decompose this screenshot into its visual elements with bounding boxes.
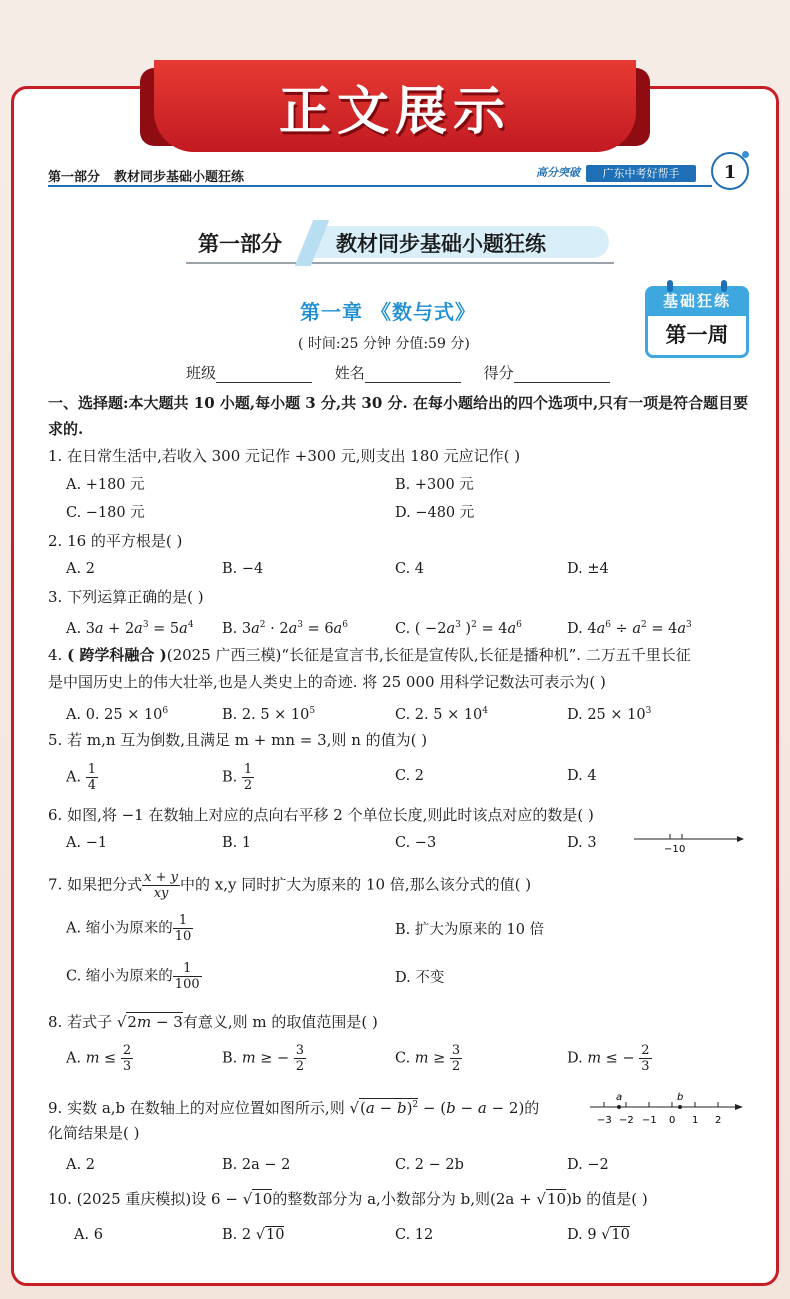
q3-option-c[interactable]: C. ( $-2a^3$ )$^2 = 4a^6$: [395, 620, 522, 637]
question-10: 10. (2025 重庆模拟)设 6 − √10的整数部分为 a,小数部分为 b,则(2a + √10)b 的值是( ): [48, 1190, 648, 1208]
q7-stem-b: 中的 x,y 同时扩大为原来的 10 倍,那么该分式的值( ): [179, 875, 532, 894]
running-header: [48, 166, 244, 185]
question-9: 9. 实数 a,b 在数轴上的对应位置如图所示,则 $√(a - b)^2 - (b - a - 2)$的: [48, 1099, 540, 1117]
q8-option-d[interactable]: D. m ≤ − $\frac{2}{3}$: [567, 1043, 650, 1074]
q9-option-c[interactable]: C. 2 − 2b: [395, 1157, 464, 1173]
q4-option-b[interactable]: B. 2. $5 \times 10^5$: [222, 706, 316, 723]
q5-b-label: B.: [222, 769, 238, 786]
part-title-right: 教材同步基础小题狂练: [336, 232, 546, 256]
q8-option-a[interactable]: A. m ≤ $\frac{2}{3}$: [66, 1043, 132, 1074]
q8-option-b[interactable]: B. m ≥ − $\frac{3}{2}$: [222, 1043, 305, 1074]
banner-title: 正文展示: [278, 81, 511, 142]
q9-tick-label: 1: [692, 1115, 699, 1126]
q6-option-d[interactable]: D. 3: [567, 835, 597, 851]
q6-tick-label: −1: [664, 844, 679, 855]
q1-option-a[interactable]: A. +180 元: [66, 477, 145, 493]
q9-point-a: a: [616, 1092, 623, 1103]
q6-option-a[interactable]: A. −1: [66, 835, 108, 851]
q7-c-text: C. 缩小为原来的: [66, 968, 173, 985]
name-blank[interactable]: [365, 366, 461, 383]
q10-stem-a: 10. (2025 重庆模拟)设 6 −: [48, 1190, 238, 1208]
q8-stem-a: 8. 若式子: [48, 1013, 113, 1031]
q8-stem-b: 有意义,则 m 的取值范围是( ): [182, 1013, 378, 1031]
q5-option-a[interactable]: [66, 762, 98, 793]
q1-option-b[interactable]: B. +300 元: [395, 477, 474, 493]
q10-stem-c: )b 的值是( ): [566, 1190, 648, 1208]
badge-label: 基础狂练: [645, 286, 749, 316]
page-number-dot: [742, 151, 749, 158]
class-blank[interactable]: [216, 366, 312, 383]
q9-stem-a: 9. 实数 a,b 在数轴上的对应位置如图所示,则: [48, 1099, 345, 1117]
part-title: [186, 222, 614, 264]
fraction: $\frac{1}{100}$: [174, 961, 200, 992]
q9-tick-label: −1: [642, 1115, 657, 1126]
q9-option-a[interactable]: A. 2: [66, 1157, 95, 1173]
q4-line2: 是中国历史上的伟大壮举,也是人类史上的奇迹. 将 25 000 用科学记数法可表示为( ): [48, 673, 606, 691]
q1-option-c[interactable]: C. −180 元: [66, 505, 145, 521]
q9-tick-label: 2: [715, 1115, 722, 1126]
q10-option-d[interactable]: D. 9 √10: [567, 1227, 630, 1243]
q2-option-b[interactable]: B. −4: [222, 561, 264, 577]
q9-point-b: b: [677, 1092, 684, 1103]
question-4: 4. ( 跨学科融合 )(2025 广西三模)“长征是宣言书,长征是宣传队,长征是播种机”. 二万五千里长征: [48, 646, 691, 664]
fraction: $\frac{1}{10}$: [174, 913, 192, 944]
class-label: 班级: [186, 364, 217, 382]
fraction: $\frac{1}{4}$: [87, 762, 96, 793]
q7-stem-a: 7. 如果把分式: [48, 875, 143, 894]
fraction: $\frac{2}{3}$: [122, 1043, 132, 1074]
header-part: 第一部分: [48, 170, 101, 185]
title-banner: [140, 60, 650, 155]
q3-option-a[interactable]: A. $3a + 2a^3 = 5a^4$: [66, 620, 194, 637]
q1-option-d[interactable]: D. −480 元: [395, 505, 475, 521]
q7-option-b[interactable]: B. 扩大为原来的 10 倍: [395, 922, 545, 938]
q6-option-b[interactable]: B. 1: [222, 835, 252, 851]
badge-week: 第一周: [645, 316, 749, 358]
q10-option-a[interactable]: A. 6: [74, 1227, 103, 1243]
q5-a-label: A.: [66, 769, 82, 786]
time-score-info: ( 时间:25 分钟 分值:59 分): [298, 336, 470, 352]
fraction: $\frac{3}{2}$: [295, 1043, 305, 1074]
brand-slogan: 广东中考好帮手: [586, 165, 696, 182]
fraction: $\frac{2}{3}$: [641, 1043, 650, 1074]
q7-option-a[interactable]: [66, 913, 193, 944]
name-label: 姓名: [334, 364, 365, 382]
chapter-title: 第一章 《数与式》: [300, 300, 476, 324]
q2-option-d[interactable]: D. ±4: [567, 561, 609, 577]
fraction: $\frac{1}{2}$: [243, 762, 253, 793]
q6-tick-label: 0: [679, 844, 686, 855]
q10-b-label: B. 2: [222, 1227, 252, 1243]
q8-option-c[interactable]: C. m ≥ $\frac{3}{2}$: [395, 1043, 461, 1074]
part-title-left: 第一部分: [198, 232, 282, 256]
question-2: 2. 16 的平方根是( ): [48, 532, 183, 550]
q6-option-c[interactable]: C. −3: [395, 835, 437, 851]
q7-a-text: A. 缩小为原来的: [66, 920, 173, 937]
q3-option-b[interactable]: B. $3a^2 \cdot 2a^3 = 6a^6$: [222, 620, 348, 637]
question-5: 5. 若 m,n 互为倒数,且满足 m + mn = 3,则 n 的值为( ): [48, 731, 428, 749]
q10-d-label: D. 9: [567, 1227, 597, 1243]
section-heading: 一、选择题:本大题共 10 小题,每小题 3 分,共 30 分. 在每小题给出的四个选项中,只有一项是符合题目要求的.: [48, 394, 749, 438]
q4-option-c[interactable]: C. 2. $5 \times 10^4$: [395, 706, 489, 723]
question-8: 8. 若式子 √2m − 3有意义,则 m 的取值范围是( ): [48, 1013, 378, 1031]
q4-option-d[interactable]: D. $25 \times 10^3$: [567, 706, 652, 723]
q9-tick-label: −2: [619, 1115, 634, 1126]
q4-line1: (2025 广西三模)“长征是宣言书,长征是宣传队,长征是播种机”. 二万五千里长征: [166, 646, 691, 664]
q9-tick-label: −3: [597, 1115, 612, 1126]
q9-line2: 化简结果是( ): [48, 1124, 140, 1142]
q9-stem-b: 的: [524, 1099, 540, 1117]
header-rule: [48, 185, 712, 187]
q10-stem-b: 的整数部分为 a,小数部分为 b,则(2a +: [272, 1190, 532, 1208]
q2-option-a[interactable]: A. 2: [66, 561, 95, 577]
q2-option-c[interactable]: C. 4: [395, 561, 425, 577]
q7-option-d[interactable]: D. 不变: [395, 970, 445, 986]
question-3: 3. 下列运算正确的是( ): [48, 588, 204, 606]
q10-option-b[interactable]: B. 2 √10: [222, 1227, 285, 1243]
badge-ring: [667, 280, 673, 292]
q5-option-b[interactable]: [222, 762, 254, 793]
score-label: 得分: [483, 364, 514, 382]
q6-number-line: [632, 830, 747, 856]
q4-option-a[interactable]: A. 0. $25 \times 10^6$: [66, 706, 169, 723]
q5-option-c[interactable]: C. 2: [395, 768, 425, 784]
q9-number-line: [588, 1088, 748, 1128]
badge-ring: [721, 280, 727, 292]
banner-ribbon: [154, 60, 636, 152]
q10-option-c[interactable]: C. 12: [395, 1227, 434, 1243]
header-section: 教材同步基础小题狂练: [114, 170, 245, 185]
q5-option-d[interactable]: D. 4: [567, 768, 597, 784]
student-fields: [186, 362, 610, 383]
q9-option-b[interactable]: B. 2a − 2: [222, 1157, 291, 1173]
question-6: 6. 如图,将 −1 在数轴上对应的点向右平移 2 个单位长度,则此时该点对应的数是( ): [48, 806, 594, 824]
week-badge: [645, 286, 749, 359]
brand-logo: 高分突破: [536, 166, 580, 179]
q9-tick-label: 0: [669, 1115, 676, 1126]
fraction: $\frac{3}{2}$: [451, 1043, 461, 1074]
q7-option-c[interactable]: [66, 961, 202, 992]
q3-option-d[interactable]: D. $4a^6 \div a^2 = 4a^3$: [567, 620, 692, 637]
question-1: 1. 在日常生活中,若收入 300 元记作 +300 元,则支出 180 元应记作( ): [48, 447, 521, 465]
score-blank[interactable]: [514, 366, 610, 383]
page-number: 1: [711, 152, 749, 190]
q9-option-d[interactable]: D. −2: [567, 1157, 609, 1173]
fraction: $\frac{x + y}{xy}$: [144, 870, 178, 901]
question-7: [48, 870, 531, 901]
q4-tag: ( 跨学科融合 ): [67, 646, 167, 664]
